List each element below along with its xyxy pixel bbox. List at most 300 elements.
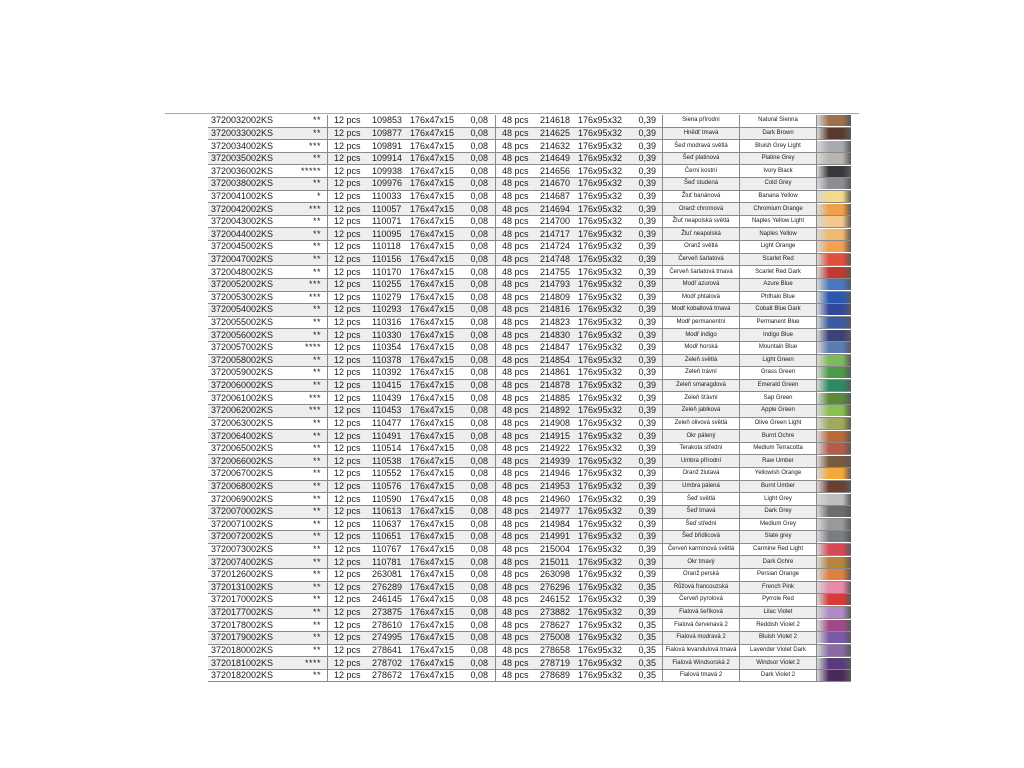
table-row (208, 329, 851, 342)
cell-cz: Zeleň olivová světlá (663, 417, 740, 430)
cell-n2: 214861 (538, 367, 576, 380)
cell-pcs2: 48 pcs (496, 203, 539, 216)
color-swatch-cell (817, 278, 852, 291)
cell-w1: 0,08 (464, 203, 496, 216)
cell-code: 3720057002KS (208, 341, 297, 354)
cell-stars: ***** (297, 165, 328, 178)
cell-pcs2: 48 pcs (496, 228, 539, 241)
cell-d2: 176x95x32 (576, 480, 632, 493)
cell-cz: Modř horská (663, 341, 740, 354)
cell-stars: *** (297, 278, 328, 291)
cell-n2: 214632 (538, 140, 576, 153)
product-table-body (208, 115, 851, 682)
cell-stars: ** (297, 127, 328, 140)
cell-d1: 176x47x15 (408, 644, 464, 657)
cell-stars: **** (297, 341, 328, 354)
cell-en: Medium Terracotta (740, 442, 817, 455)
cell-w2: 0,39 (632, 367, 663, 380)
cell-d2: 176x95x32 (576, 430, 632, 443)
table-row (208, 253, 851, 266)
cell-w1: 0,08 (464, 606, 496, 619)
table-row (208, 228, 851, 241)
cell-d1: 176x47x15 (408, 152, 464, 165)
cell-cz: Šeď platinová (663, 152, 740, 165)
cell-w1: 0,08 (464, 531, 496, 544)
cell-en: Emerald Green (740, 379, 817, 392)
table-row (208, 442, 851, 455)
cell-pcs1: 12 pcs (328, 417, 371, 430)
cell-cz: Šeď modravá světlá (663, 140, 740, 153)
cell-pcs2: 48 pcs (496, 316, 539, 329)
cell-code: 3720170002KS (208, 594, 297, 607)
color-swatch (817, 519, 851, 530)
cell-pcs2: 48 pcs (496, 518, 539, 531)
cell-stars: ** (297, 455, 328, 468)
cell-d1: 176x47x15 (408, 405, 464, 418)
cell-n1: 109914 (370, 152, 408, 165)
cell-n2: 214656 (538, 165, 576, 178)
cell-w2: 0,39 (632, 127, 663, 140)
cell-pcs1: 12 pcs (328, 392, 371, 405)
cell-w1: 0,08 (464, 278, 496, 291)
cell-w1: 0,08 (464, 669, 496, 682)
cell-cz: Fialová červenavá 2 (663, 619, 740, 632)
cell-cz: Fialová šeříková (663, 606, 740, 619)
cell-n2: 214649 (538, 152, 576, 165)
cell-en: Ivory Black (740, 165, 817, 178)
cell-code: 3720070002KS (208, 505, 297, 518)
color-swatch (817, 594, 851, 605)
cell-n1: 110316 (370, 316, 408, 329)
cell-n1: 110279 (370, 291, 408, 304)
cell-d1: 176x47x15 (408, 619, 464, 632)
cell-n1: 109891 (370, 140, 408, 153)
cell-code: 3720059002KS (208, 367, 297, 380)
cell-d2: 176x95x32 (576, 644, 632, 657)
color-swatch (817, 557, 851, 568)
color-swatch (817, 393, 851, 404)
table-row (208, 115, 851, 127)
cell-cz: Zeleň šťávní (663, 392, 740, 405)
cell-cz: Zeleň světlá (663, 354, 740, 367)
cell-pcs1: 12 pcs (328, 203, 371, 216)
cell-w2: 0,35 (632, 657, 663, 670)
cell-n2: 214700 (538, 215, 576, 228)
table-row (208, 594, 851, 607)
table-row (208, 165, 851, 178)
color-swatch-cell (817, 392, 852, 405)
color-swatch-cell (817, 543, 852, 556)
cell-d1: 176x47x15 (408, 430, 464, 443)
cell-d2: 176x95x32 (576, 594, 632, 607)
cell-pcs1: 12 pcs (328, 631, 371, 644)
cell-code: 3720042002KS (208, 203, 297, 216)
cell-cz: Okr tmavý (663, 556, 740, 569)
cell-en: Platine Grey (740, 152, 817, 165)
cell-w2: 0,39 (632, 140, 663, 153)
cell-pcs1: 12 pcs (328, 140, 371, 153)
cell-en: Dark Violet 2 (740, 669, 817, 682)
cell-w1: 0,08 (464, 556, 496, 569)
color-swatch (817, 658, 851, 669)
cell-pcs2: 48 pcs (496, 657, 539, 670)
cell-stars: ** (297, 442, 328, 455)
cell-n1: 110514 (370, 442, 408, 455)
cell-n1: 110033 (370, 190, 408, 203)
cell-stars: ** (297, 556, 328, 569)
cell-code: 3720069002KS (208, 493, 297, 506)
color-swatch (817, 367, 851, 378)
color-swatch-cell (817, 430, 852, 443)
cell-w1: 0,08 (464, 215, 496, 228)
cell-w1: 0,08 (464, 430, 496, 443)
table-row (208, 493, 851, 506)
cell-d1: 176x47x15 (408, 657, 464, 670)
cell-pcs2: 48 pcs (496, 127, 539, 140)
cell-cz: Červeň karmínová světlá (663, 543, 740, 556)
cell-pcs2: 48 pcs (496, 266, 539, 279)
cell-d2: 176x95x32 (576, 417, 632, 430)
color-swatch (817, 431, 851, 442)
cell-cz: Zeleň jablková (663, 405, 740, 418)
color-swatch (817, 443, 851, 454)
cell-w2: 0,39 (632, 341, 663, 354)
cell-cz: Šeď střední (663, 518, 740, 531)
cell-d1: 176x47x15 (408, 165, 464, 178)
cell-d2: 176x95x32 (576, 304, 632, 317)
cell-w2: 0,39 (632, 505, 663, 518)
table-row (208, 367, 851, 380)
cell-w2: 0,39 (632, 531, 663, 544)
cell-pcs1: 12 pcs (328, 253, 371, 266)
table-row (208, 455, 851, 468)
cell-w1: 0,08 (464, 657, 496, 670)
cell-pcs1: 12 pcs (328, 556, 371, 569)
color-swatch (817, 204, 851, 215)
cell-d2: 176x95x32 (576, 178, 632, 191)
cell-n1: 110576 (370, 480, 408, 493)
cell-pcs1: 12 pcs (328, 619, 371, 632)
cell-pcs2: 48 pcs (496, 253, 539, 266)
cell-n2: 278627 (538, 619, 576, 632)
cell-pcs1: 12 pcs (328, 442, 371, 455)
cell-stars: ** (297, 606, 328, 619)
cell-d1: 176x47x15 (408, 241, 464, 254)
cell-w1: 0,08 (464, 480, 496, 493)
color-swatch (817, 544, 851, 555)
cell-w2: 0,35 (632, 631, 663, 644)
cell-n2: 214823 (538, 316, 576, 329)
cell-w2: 0,39 (632, 442, 663, 455)
cell-w2: 0,39 (632, 417, 663, 430)
cell-n2: 214915 (538, 430, 576, 443)
cell-n2: 278719 (538, 657, 576, 670)
cell-stars: ** (297, 228, 328, 241)
cell-cz: Oranž světlá (663, 241, 740, 254)
cell-w2: 0,39 (632, 115, 663, 127)
cell-w2: 0,39 (632, 568, 663, 581)
cell-en: Slate grey (740, 531, 817, 544)
cell-w2: 0,39 (632, 203, 663, 216)
cell-cz: Modř indigo (663, 329, 740, 342)
cell-cz: Modř phtalová (663, 291, 740, 304)
cell-d1: 176x47x15 (408, 556, 464, 569)
color-swatch (817, 645, 851, 656)
cell-d1: 176x47x15 (408, 291, 464, 304)
cell-stars: ** (297, 493, 328, 506)
table-row (208, 178, 851, 191)
cell-w1: 0,08 (464, 518, 496, 531)
cell-pcs1: 12 pcs (328, 669, 371, 682)
color-swatch-cell (817, 669, 852, 682)
cell-en: Dark Grey (740, 505, 817, 518)
cell-w1: 0,08 (464, 392, 496, 405)
cell-n2: 214755 (538, 266, 576, 279)
cell-en: Light Green (740, 354, 817, 367)
color-swatch-cell (817, 203, 852, 216)
color-swatch (817, 418, 851, 429)
cell-n2: 214694 (538, 203, 576, 216)
color-swatch (817, 292, 851, 303)
cell-w1: 0,08 (464, 228, 496, 241)
cell-pcs1: 12 pcs (328, 405, 371, 418)
cell-pcs1: 12 pcs (328, 430, 371, 443)
cell-en: Medium Grey (740, 518, 817, 531)
cell-n1: 110767 (370, 543, 408, 556)
cell-n1: 110415 (370, 379, 408, 392)
cell-stars: ** (297, 379, 328, 392)
cell-stars: ** (297, 568, 328, 581)
cell-n1: 110255 (370, 278, 408, 291)
cell-w2: 0,39 (632, 165, 663, 178)
cell-en: Lavender Violet Dark (740, 644, 817, 657)
color-swatch-cell (817, 127, 852, 140)
cell-d2: 176x95x32 (576, 215, 632, 228)
table-row (208, 127, 851, 140)
table-row (208, 405, 851, 418)
cell-w1: 0,08 (464, 127, 496, 140)
cell-code: 3720034002KS (208, 140, 297, 153)
cell-n2: 214885 (538, 392, 576, 405)
cell-en: Bluish Violet 2 (740, 631, 817, 644)
cell-stars: ** (297, 581, 328, 594)
cell-n2: 214816 (538, 304, 576, 317)
cell-pcs1: 12 pcs (328, 518, 371, 531)
cell-stars: * (297, 190, 328, 203)
cell-en: Scarlet Red Dark (740, 266, 817, 279)
cell-stars: ** (297, 669, 328, 682)
cell-pcs2: 48 pcs (496, 278, 539, 291)
cell-cz: Šeď břidlicová (663, 531, 740, 544)
color-swatch-cell (817, 505, 852, 518)
cell-en: Naples Yellow (740, 228, 817, 241)
cell-w1: 0,08 (464, 581, 496, 594)
cell-n1: 110453 (370, 405, 408, 418)
cell-cz: Modř azurová (663, 278, 740, 291)
cell-w2: 0,35 (632, 644, 663, 657)
cell-w2: 0,39 (632, 606, 663, 619)
cell-pcs2: 48 pcs (496, 241, 539, 254)
cell-pcs2: 48 pcs (496, 581, 539, 594)
cell-d2: 176x95x32 (576, 568, 632, 581)
color-swatch-cell (817, 442, 852, 455)
cell-d1: 176x47x15 (408, 190, 464, 203)
cell-n2: 214830 (538, 329, 576, 342)
cell-pcs2: 48 pcs (496, 165, 539, 178)
table-row (208, 379, 851, 392)
color-swatch-cell (817, 455, 852, 468)
cell-d2: 176x95x32 (576, 329, 632, 342)
color-swatch (817, 632, 851, 643)
cell-code: 3720072002KS (208, 531, 297, 544)
cell-w1: 0,08 (464, 505, 496, 518)
cell-n1: 110637 (370, 518, 408, 531)
cell-w1: 0,08 (464, 253, 496, 266)
cell-en: Bluish Grey Light (740, 140, 817, 153)
product-price-sheet (208, 115, 840, 682)
cell-n1: 109877 (370, 127, 408, 140)
cell-en: Sap Green (740, 392, 817, 405)
cell-d2: 176x95x32 (576, 493, 632, 506)
cell-cz: Fialová tmavá 2 (663, 669, 740, 682)
cell-code: 3720182002KS (208, 669, 297, 682)
color-swatch (817, 355, 851, 366)
cell-stars: ** (297, 152, 328, 165)
cell-w2: 0,39 (632, 329, 663, 342)
cell-d2: 176x95x32 (576, 556, 632, 569)
cell-cz: Žluť banánová (663, 190, 740, 203)
cell-cz: Oranž žlutavá (663, 468, 740, 481)
cell-cz: Šeď studená (663, 178, 740, 191)
cell-d1: 176x47x15 (408, 341, 464, 354)
cell-stars: **** (297, 657, 328, 670)
cell-en: Windsor Violet 2 (740, 657, 817, 670)
cell-stars: ** (297, 178, 328, 191)
cell-n1: 110170 (370, 266, 408, 279)
cell-pcs1: 12 pcs (328, 657, 371, 670)
cell-d2: 176x95x32 (576, 266, 632, 279)
cell-w2: 0,39 (632, 405, 663, 418)
cell-stars: ** (297, 518, 328, 531)
cell-n1: 110330 (370, 329, 408, 342)
color-swatch-cell (817, 241, 852, 254)
cell-code: 3720060002KS (208, 379, 297, 392)
cell-w1: 0,08 (464, 291, 496, 304)
cell-cz: Umbra pálená (663, 480, 740, 493)
cell-w2: 0,39 (632, 228, 663, 241)
cell-code: 3720044002KS (208, 228, 297, 241)
table-row (208, 468, 851, 481)
cell-w2: 0,39 (632, 190, 663, 203)
cell-code: 3720047002KS (208, 253, 297, 266)
cell-d2: 176x95x32 (576, 505, 632, 518)
cell-stars: ** (297, 543, 328, 556)
cell-stars: ** (297, 115, 328, 127)
cell-w1: 0,08 (464, 619, 496, 632)
cell-n2: 263098 (538, 568, 576, 581)
cell-pcs1: 12 pcs (328, 152, 371, 165)
cell-w1: 0,08 (464, 354, 496, 367)
cell-en: Grass Green (740, 367, 817, 380)
cell-stars: ** (297, 468, 328, 481)
cell-n1: 110781 (370, 556, 408, 569)
cell-w2: 0,39 (632, 215, 663, 228)
cell-n2: 214953 (538, 480, 576, 493)
cell-d2: 176x95x32 (576, 316, 632, 329)
cell-code: 3720036002KS (208, 165, 297, 178)
cell-code: 3720061002KS (208, 392, 297, 405)
table-row (208, 568, 851, 581)
cell-pcs1: 12 pcs (328, 505, 371, 518)
cell-n2: 214748 (538, 253, 576, 266)
cell-n2: 214854 (538, 354, 576, 367)
cell-w2: 0,39 (632, 379, 663, 392)
cell-code: 3720068002KS (208, 480, 297, 493)
cell-stars: ** (297, 594, 328, 607)
cell-pcs2: 48 pcs (496, 505, 539, 518)
cell-pcs1: 12 pcs (328, 316, 371, 329)
table-row (208, 556, 851, 569)
cell-code: 3720055002KS (208, 316, 297, 329)
cell-w1: 0,08 (464, 165, 496, 178)
table-row (208, 316, 851, 329)
cell-d2: 176x95x32 (576, 354, 632, 367)
cell-code: 3720179002KS (208, 631, 297, 644)
cell-pcs2: 48 pcs (496, 329, 539, 342)
cell-d2: 176x95x32 (576, 228, 632, 241)
cell-pcs1: 12 pcs (328, 455, 371, 468)
cell-stars: ** (297, 304, 328, 317)
cell-stars: ** (297, 266, 328, 279)
cell-d1: 176x47x15 (408, 215, 464, 228)
cell-w1: 0,08 (464, 316, 496, 329)
cell-cz: Žluť neapolská (663, 228, 740, 241)
cell-w2: 0,39 (632, 594, 663, 607)
cell-n2: 214625 (538, 127, 576, 140)
cell-d2: 176x95x32 (576, 606, 632, 619)
cell-stars: ** (297, 215, 328, 228)
table-row (208, 392, 851, 405)
color-swatch (817, 506, 851, 517)
cell-n2: 214939 (538, 455, 576, 468)
cell-w2: 0,39 (632, 392, 663, 405)
color-swatch (817, 531, 851, 542)
cell-code: 3720033002KS (208, 127, 297, 140)
color-swatch (817, 254, 851, 265)
cell-code: 3720052002KS (208, 278, 297, 291)
table-row (208, 430, 851, 443)
cell-d2: 176x95x32 (576, 253, 632, 266)
cell-pcs1: 12 pcs (328, 379, 371, 392)
cell-d2: 176x95x32 (576, 278, 632, 291)
cell-cz: Siena přírodní (663, 115, 740, 127)
cell-w2: 0,39 (632, 518, 663, 531)
color-swatch-cell (817, 228, 852, 241)
color-swatch-cell (817, 657, 852, 670)
cell-stars: ** (297, 505, 328, 518)
cell-n2: 214670 (538, 178, 576, 191)
cell-d2: 176x95x32 (576, 468, 632, 481)
cell-en: Dark Brown (740, 127, 817, 140)
cell-w1: 0,08 (464, 367, 496, 380)
cell-pcs2: 48 pcs (496, 379, 539, 392)
cell-pcs2: 48 pcs (496, 367, 539, 380)
cell-d2: 176x95x32 (576, 631, 632, 644)
cell-n2: 214878 (538, 379, 576, 392)
color-swatch (817, 178, 851, 189)
cell-d2: 176x95x32 (576, 341, 632, 354)
table-row (208, 304, 851, 317)
